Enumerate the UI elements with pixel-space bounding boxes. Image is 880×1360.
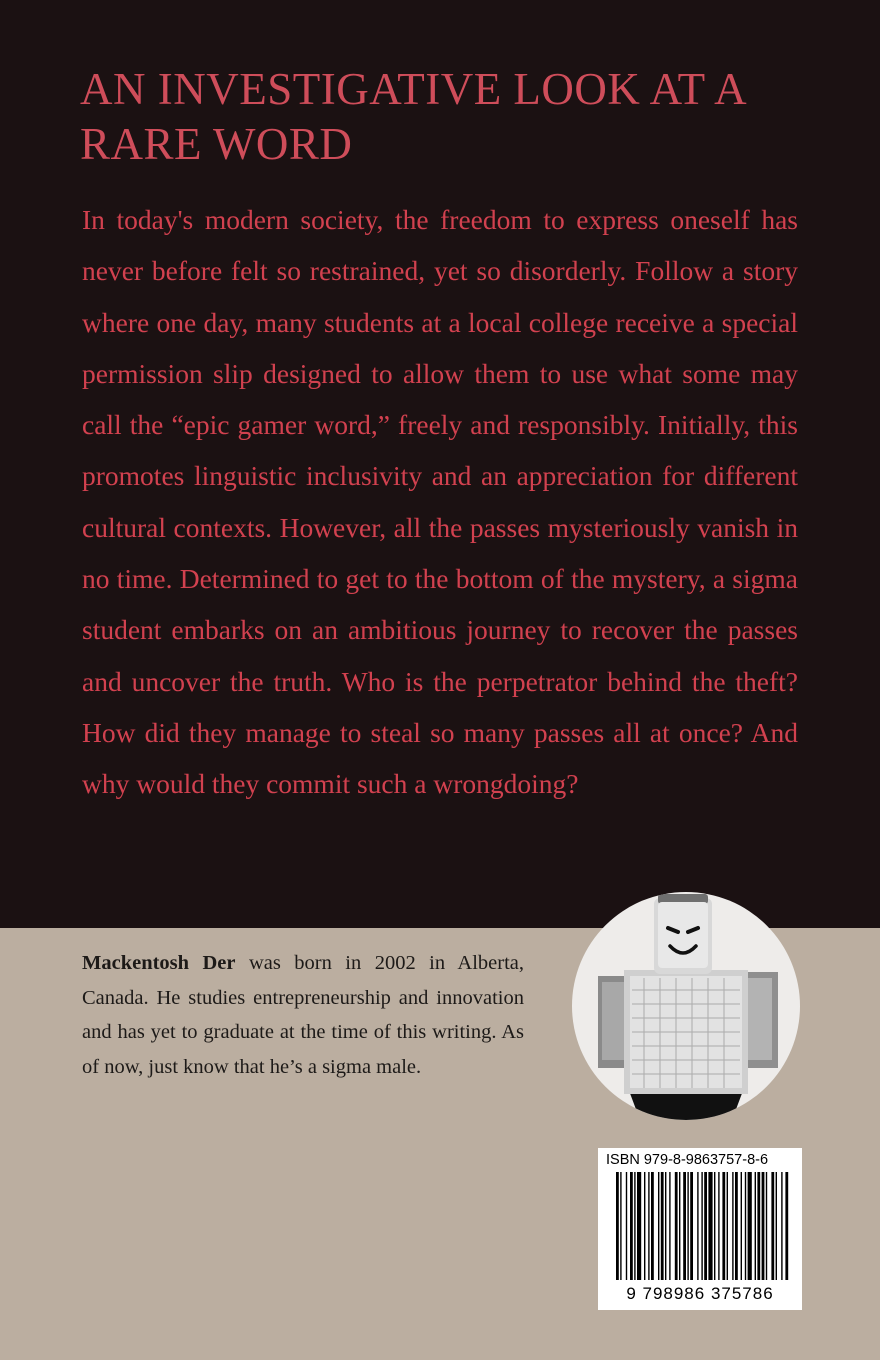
- isbn-barcode: [598, 1148, 802, 1310]
- blurb-text: In today's modern society, the freedom to express oneself has never before felt so restrained, yet so disorderly. Follow a story where one day, many students at a local college receive a special permission slip designed to allow them to use what some may call the “epic gamer word,” freely and responsibly. Initially, this promotes linguistic inclusivity and an appreciation for different cultural contexts. However, all the passes mysteriously vanish in no time. Determined to get to the bottom of the mystery, a sigma student embarks on an ambitious journey to recover the passes and uncover the truth. Who is the perpetrator behind the theft? How did they manage to steal so many passes all at once? And why would they commit such a wrongdoing?: [82, 204, 798, 800]
- headline: AN INVESTIGATIVE LOOK AT A RARE WORD: [80, 64, 745, 169]
- barcode-digits: 9 798986 375786: [626, 1284, 774, 1303]
- author-name: Mackentosh Der: [82, 952, 236, 974]
- isbn-label: ISBN 979-8-9863757-8-6: [606, 1152, 769, 1168]
- author-bio: [82, 946, 524, 1084]
- blocky-avatar-figure-icon: [572, 892, 800, 1120]
- author-photo: [572, 892, 800, 1120]
- author-bio-text: was born in 2002 in Alberta, Canada. He studies entrepreneurship and innovation and has yet to graduate at the time of this writing. As of now, just know that he’s a sigma male.: [82, 952, 524, 1078]
- barcode-icon: [602, 1172, 798, 1284]
